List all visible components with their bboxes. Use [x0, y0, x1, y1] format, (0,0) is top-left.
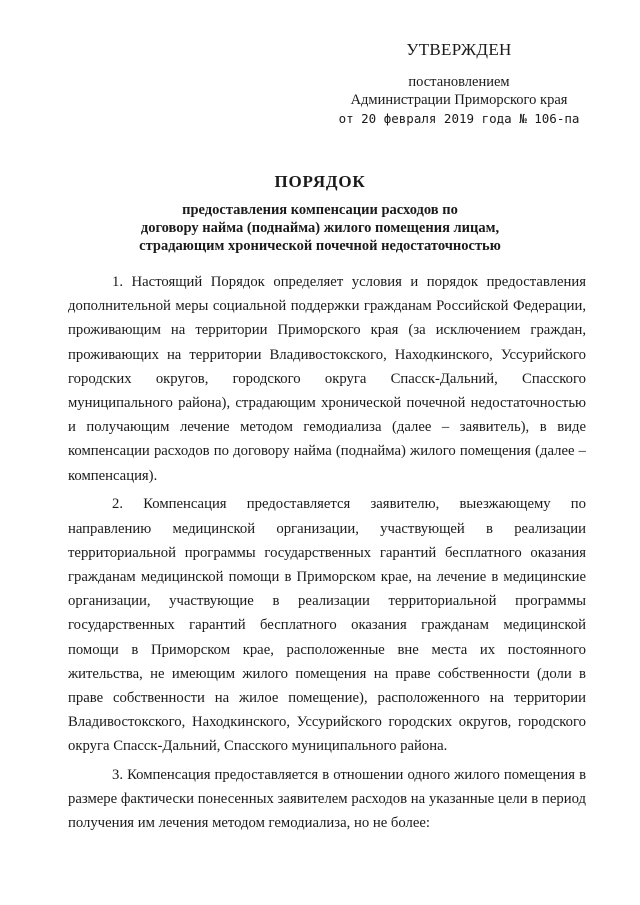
document-title: ПОРЯДОК — [274, 172, 366, 191]
paragraph-2: 2. Компенсация предоставляется заявителю, выезжающему по направлению медицинской организации, участвующей в реализации территориальной программы государственных гарантий бесплатного оказания гражданам медицинской помощи в Приморском крае, на лечение в медицинские организации, участвующие в реализации территориальной программы государственных гарантий бесплатного оказания гражданам медицинской помощи в Приморском крае, расположенные вне места их постоянного жительства, не имеющим жилого помещения на праве собственности (доли в праве собственности на жилое помещение), расположенного на территории Владивостокского, Находкинского, Уссурийского городских округов, городского округа Спасск-Дальний, Спасского муниципального района. — [68, 496, 586, 755]
subtitle-line-1: предоставления компенсации расходов по — [182, 202, 458, 218]
approval-block — [334, 40, 584, 128]
approval-title: УТВЕРЖДЕН — [406, 40, 512, 59]
subtitle-line-2: договору найма (поднайма) жилого помещения лицам, — [140, 220, 500, 236]
approval-line-2: Администрации Приморского края — [350, 92, 568, 108]
approval-date-stamp: от 20 февраля 2019 года № 106-па — [338, 111, 580, 126]
paragraph-1: 1. Настоящий Порядок определяет условия и порядок предоставления дополнительной меры социальной поддержки гражданам Российской Федерации, проживающим на территории Приморского края (за исключением граждан, проживающих на территории Владивостокского, Находкинского, Уссурийского городских округов, городского округа Спасск-Дальний, Спасского муниципального района), страдающим хронической почечной недостаточностью и получающим лечение методом гемодиализа (далее – заявитель), в виде компенсации расходов по договору найма (поднайма) жилого помещения (далее – компенсация). — [68, 274, 586, 484]
document-subtitle — [60, 201, 580, 255]
paragraph-3: 3. Компенсация предоставляется в отношении одного жилого помещения в размере фактически понесенных заявителем расходов на указанные цели в период получения им лечения методом гемодиализа, но не более: — [68, 767, 586, 832]
subtitle-line-3: страдающим хронической почечной недостаточностью — [139, 238, 501, 254]
approval-line-1: постановлением — [408, 74, 510, 90]
document-body — [68, 270, 586, 840]
